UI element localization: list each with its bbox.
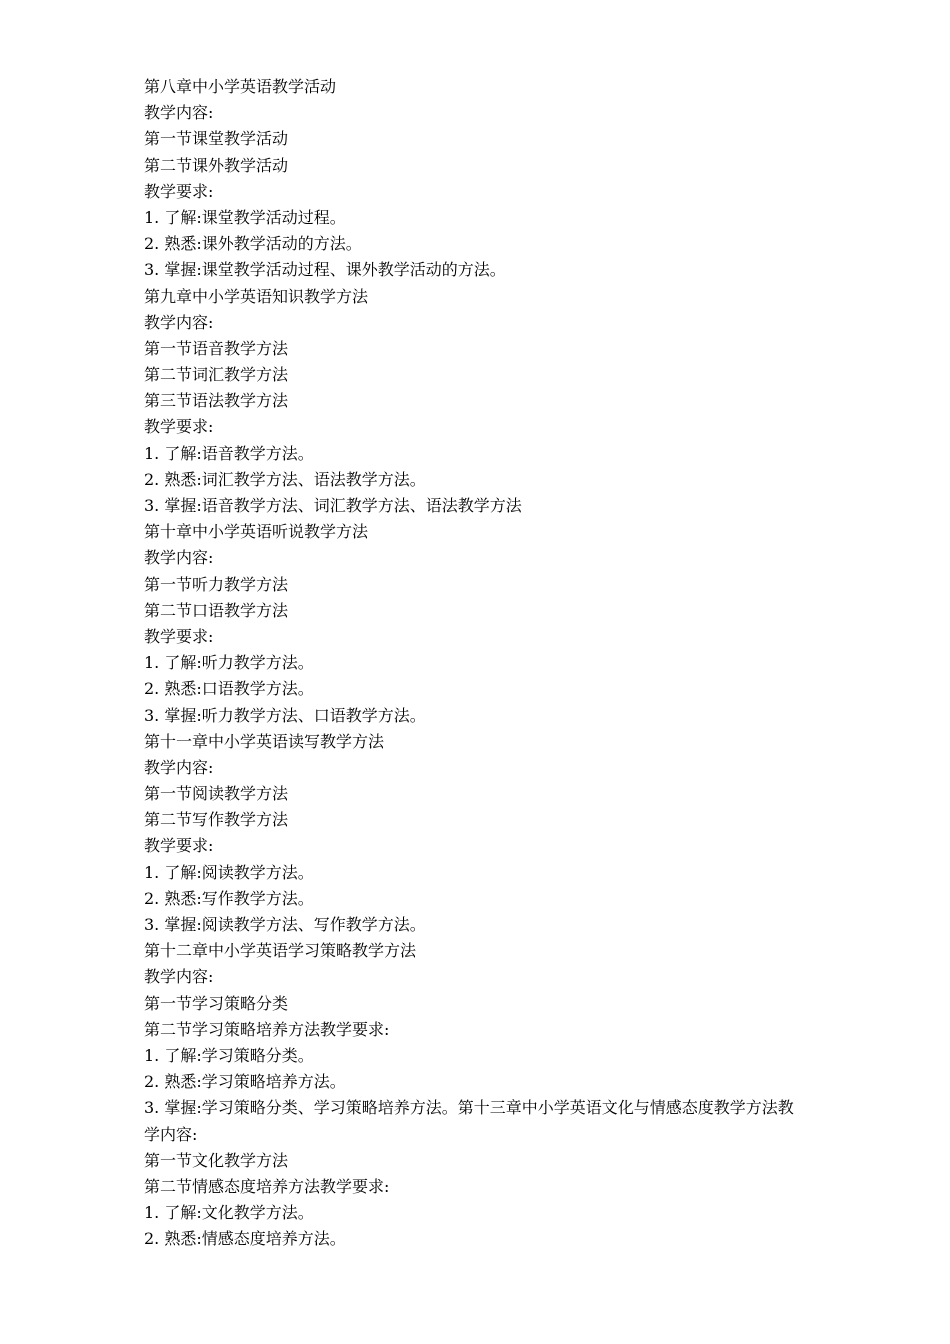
section-line: 第一节文化教学方法: [144, 1150, 289, 1170]
requirement-item: 3. 掌握:语音教学方法、词汇教学方法、语法教学方法: [144, 496, 522, 515]
requirements-heading: 教学要求:: [144, 417, 214, 437]
chapter-8-title: 第八章中小学英语教学活动: [144, 77, 337, 96]
section-line: 第一节语音教学方法: [144, 338, 289, 358]
content-heading: 学内容:: [144, 1124, 198, 1144]
content-heading: 教学内容:: [144, 312, 214, 332]
content-heading: 教学内容:: [144, 757, 214, 777]
requirement-item: 3. 掌握:阅读教学方法、写作教学方法。: [144, 915, 426, 934]
content-heading: 教学内容:: [144, 967, 214, 987]
requirement-item: 3. 掌握:学习策略分类、学习策略培养方法。第十三章中小学英语文化与情感态度教学方法教: [144, 1098, 794, 1118]
requirement-item: 3. 掌握:课堂教学活动过程、课外教学活动的方法。: [144, 260, 506, 280]
section-line: 第一节课堂教学活动: [144, 129, 289, 149]
section-line: 第一节学习策略分类: [144, 993, 289, 1013]
chapter-10-title: 第十章中小学英语听说教学方法: [144, 522, 369, 542]
requirement-item: 2. 熟悉:词汇教学方法、语法教学方法。: [144, 469, 426, 489]
requirement-item: 2. 熟悉:情感态度培养方法。: [144, 1229, 346, 1249]
requirements-heading: 教学要求:: [144, 181, 214, 201]
requirement-item: 1. 了解:语音教学方法。: [144, 443, 314, 463]
requirement-item: 2. 熟悉:学习策略培养方法。: [144, 1072, 346, 1092]
requirement-item: 2. 熟悉:口语教学方法。: [144, 679, 314, 699]
requirement-item: 1. 了解:阅读教学方法。: [144, 862, 314, 882]
requirement-item: 2. 熟悉:写作教学方法。: [144, 888, 314, 908]
section-line: 第一节听力教学方法: [144, 574, 289, 594]
requirement-item: 1. 了解:文化教学方法。: [144, 1203, 314, 1223]
content-heading: 教学内容:: [144, 548, 214, 568]
chapter-11-title: 第十一章中小学英语读写教学方法: [144, 731, 385, 751]
chapter-12-title: 第十二章中小学英语学习策略教学方法: [144, 941, 417, 961]
section-line: 第一节阅读教学方法: [144, 784, 289, 804]
content-heading: 教学内容:: [144, 103, 214, 123]
requirement-item: 3. 掌握:听力教学方法、口语教学方法。: [144, 705, 426, 725]
chapter-9-title: 第九章中小学英语知识教学方法: [144, 286, 369, 306]
requirement-item: 2. 熟悉:课外教学活动的方法。: [144, 234, 362, 254]
section-line: 第二节课外教学活动: [144, 155, 289, 175]
section-line: 第二节情感态度培养方法教学要求:: [144, 1176, 390, 1196]
section-line: 第二节口语教学方法: [144, 600, 289, 620]
document-body: [144, 74, 904, 1252]
requirement-item: 1. 了解:听力教学方法。: [144, 653, 314, 673]
section-line: 第二节写作教学方法: [144, 810, 289, 830]
section-line: 第二节学习策略培养方法教学要求:: [144, 1019, 390, 1039]
requirement-item: 1. 了解:学习策略分类。: [144, 1045, 314, 1065]
section-line: 第二节词汇教学方法: [144, 365, 289, 385]
requirement-item: 1. 了解:课堂教学活动过程。: [144, 207, 346, 227]
requirements-heading: 教学要求:: [144, 626, 214, 646]
section-line: 第三节语法教学方法: [144, 391, 289, 411]
requirements-heading: 教学要求:: [144, 836, 214, 856]
